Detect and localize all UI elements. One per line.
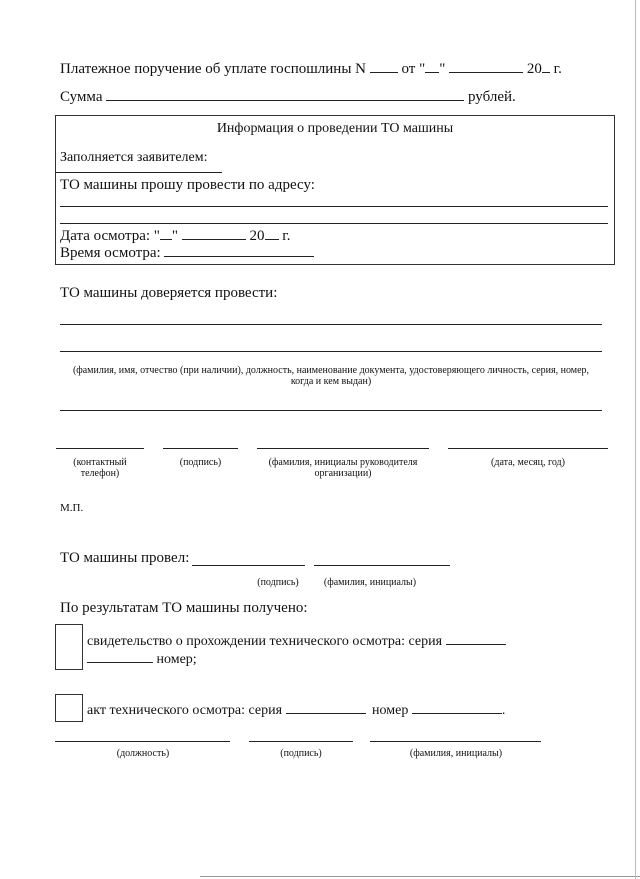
payment-year-suffix: г.	[553, 61, 562, 77]
inspection-year-field[interactable]	[265, 227, 279, 240]
trust-label: ТО машины доверяется провести:	[60, 285, 278, 301]
conducted-name-caption: (фамилия, инициалы)	[323, 577, 417, 588]
footer-signature-caption: (подпись)	[280, 748, 322, 759]
act-number-field[interactable]	[412, 701, 502, 714]
sum-field[interactable]	[106, 88, 464, 101]
certificate-number-field[interactable]	[87, 650, 153, 663]
footer-name-caption: (фамилия, инициалы)	[409, 748, 503, 759]
date-line[interactable]	[448, 448, 608, 449]
phone-line[interactable]	[56, 448, 144, 449]
payment-number-field[interactable]	[370, 60, 398, 73]
footer-signature-line[interactable]	[249, 741, 353, 742]
conducted-label: ТО машины провел:	[60, 550, 190, 566]
inspection-time-label: Время осмотра:	[60, 245, 161, 261]
phone-caption: (контактный телефон)	[73, 457, 127, 479]
scan-edge-right	[635, 0, 636, 879]
applicant-label: Заполняется заявителем:	[60, 150, 208, 165]
inspection-month-field[interactable]	[182, 227, 246, 240]
act-checkbox[interactable]	[55, 694, 83, 722]
address-label: ТО машины прошу провести по адресу:	[60, 177, 315, 193]
sum-line	[60, 88, 516, 106]
act-number-label: номер	[372, 703, 409, 718]
results-label: По результатам ТО машины получено:	[60, 600, 308, 616]
inspection-year-prefix: 20	[249, 228, 265, 244]
info-box-title: Информация о проведении ТО машины	[216, 121, 454, 136]
signature-line[interactable]	[163, 448, 238, 449]
act-series-label: акт технического осмотра: серия	[87, 703, 283, 718]
payment-order-label: Платежное поручение об уплате госпошлины N	[60, 61, 366, 77]
inspection-year-suffix: г.	[282, 228, 291, 244]
certificate-checkbox[interactable]	[55, 624, 83, 670]
trust-line-2[interactable]	[60, 351, 602, 352]
inspection-date-line	[60, 227, 291, 245]
inspection-time-line	[60, 244, 314, 262]
payment-day-field[interactable]	[425, 60, 439, 73]
payment-year-field[interactable]	[542, 60, 550, 73]
head-name-caption: (фамилия, инициалы руководителя организации)	[268, 457, 418, 479]
position-caption: (должность)	[116, 748, 170, 759]
sum-currency: рублей.	[467, 89, 516, 105]
trust-caption: (фамилия, имя, отчество (при наличии), должность, наименование документа, удостоверяющего личность, серия, номер, когда и кем выдан)	[72, 365, 590, 387]
address-line-2[interactable]	[60, 223, 608, 224]
inspection-date-quote: "	[171, 228, 179, 244]
conducted-signature-line[interactable]	[192, 565, 305, 566]
head-name-line[interactable]	[257, 448, 429, 449]
act-end: .	[501, 703, 506, 718]
position-line[interactable]	[55, 741, 230, 742]
certificate-number-line	[87, 650, 197, 668]
payment-year-prefix: 20	[526, 61, 542, 77]
act-line	[87, 701, 505, 719]
sum-label: Сумма	[60, 89, 103, 105]
trust-line-1[interactable]	[60, 324, 602, 325]
footer-name-line[interactable]	[370, 741, 541, 742]
payment-month-field[interactable]	[449, 60, 523, 73]
signature-caption: (подпись)	[179, 457, 222, 468]
date-caption: (дата, месяц, год)	[491, 457, 565, 468]
stamp-place: М.П.	[60, 502, 84, 514]
certificate-series-label: свидетельство о прохождении технического осмотра: серия	[87, 634, 443, 649]
inspection-day-field[interactable]	[160, 227, 172, 240]
conducted-name-line[interactable]	[314, 565, 450, 566]
scan-edge-bottom	[200, 876, 640, 877]
trust-line-3[interactable]	[60, 410, 602, 411]
applicant-underline	[56, 172, 222, 173]
payment-quote-close: "	[439, 61, 446, 77]
inspection-date-label: Дата осмотра: "	[60, 228, 160, 244]
act-series-field[interactable]	[286, 701, 366, 714]
certificate-number-label: номер;	[156, 652, 197, 667]
address-line-1[interactable]	[60, 206, 608, 207]
conducted-signature-caption: (подпись)	[257, 577, 299, 588]
certificate-series-field[interactable]	[446, 632, 506, 645]
inspection-time-field[interactable]	[164, 244, 314, 257]
certificate-series-line	[87, 632, 506, 650]
payment-from-label: от "	[401, 61, 426, 77]
payment-order-line	[60, 60, 562, 78]
